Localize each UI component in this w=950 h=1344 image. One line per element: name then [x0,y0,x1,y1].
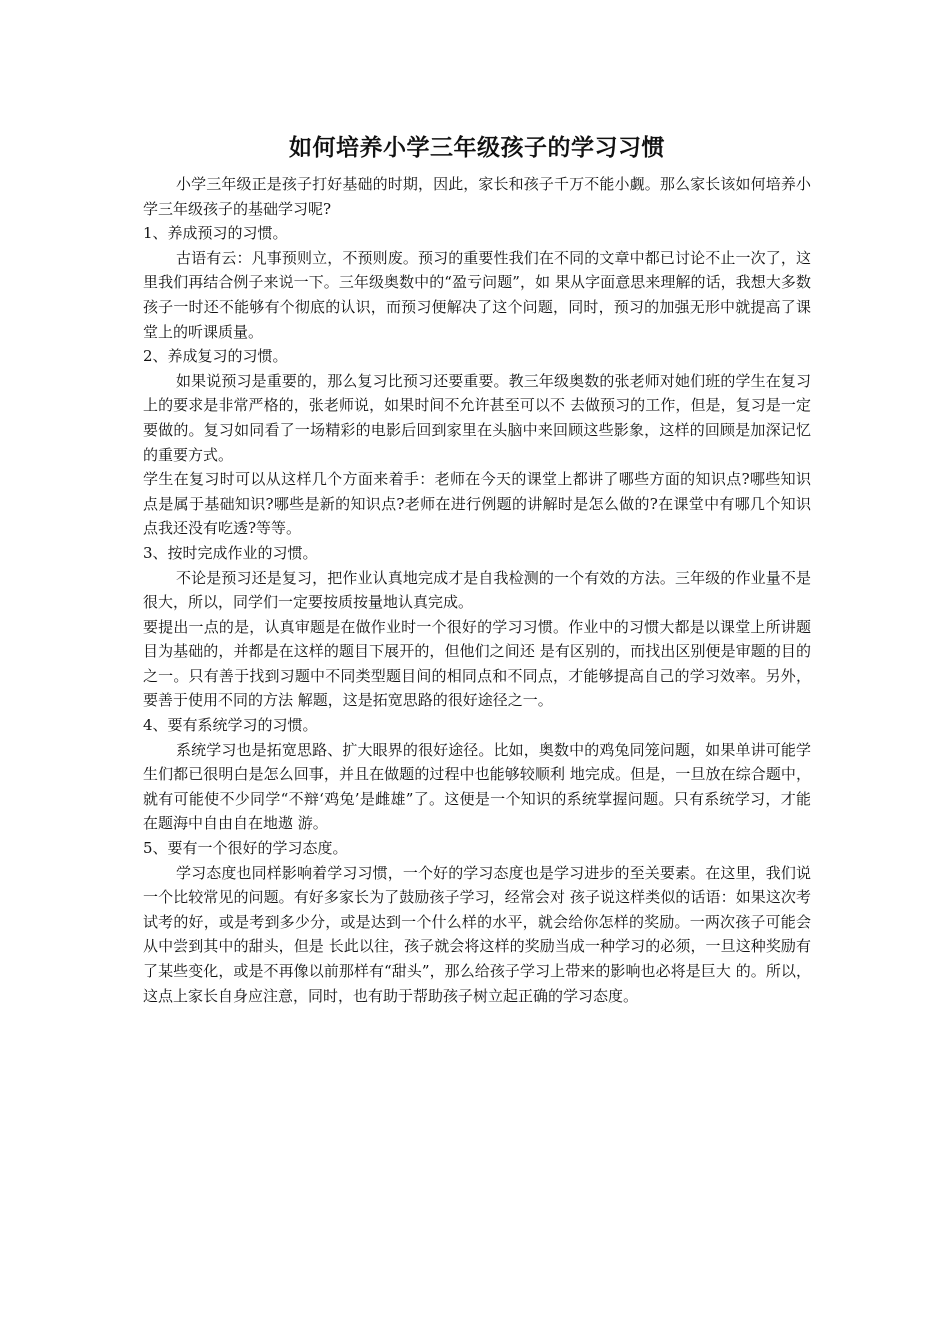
paragraph-systematic: 系统学习也是拓宽思路、扩大眼界的很好途径。比如，奥数中的鸡兔同笼问题，如果单讲可能学生们都已很明白是怎么回事，并且在做题的过程中也能够较顺利 地完成。但是，一旦放在综合题中，就有可能使不少同学“不辩‘鸡兔’是雌雄”了。这便是一个知识的系统掌握问题。只有系统学习，才能在题海中自由自在地遨 游。 [143,740,811,833]
document-title: 如何培养小学三年级孩子的学习习惯 [289,135,665,161]
paragraph-reading-questions: 要提出一点的是，认真审题是在做作业时一个很好的学习习惯。作业中的习惯大都是以课堂上所讲题目为基础的，并都是在这样的题目下展开的，但他们之间还 是有区别的，而找出区别便是审题的目的之一。只有善于找到习题中不同类型题目间的相同点和不同点，才能够提高自己的学习效率。另外，要善于使用不同的方法 解题，这是拓宽思路的很好途径之一。 [143,617,811,710]
section-heading-5: 5、要有一个很好的学习态度。 [143,839,348,858]
paragraph-homework: 不论是预习还是复习，把作业认真地完成才是自我检测的一个有效的方法。三年级的作业量不是很大，所以，同学们一定要按质按量地认真完成。 [143,568,811,612]
section-heading-1: 1、养成预习的习惯。 [143,224,288,243]
paragraph-review: 如果说预习是重要的，那么复习比预习还要重要。教三年级奥数的张老师对她们班的学生在复习上的要求是非常严格的，张老师说，如果时间不允许甚至可以不 去做预习的工作，但是，复习是一定要做的。复习如同看了一场精彩的电影后回到家里在头脑中来回顾这些影象，这样的回顾是加深记忆的重要方式。 [143,371,811,464]
document-body [143,172,811,1008]
section-heading-3: 3、按时完成作业的习惯。 [143,543,318,562]
paragraph-review-methods: 学生在复习时可以从这样几个方面来着手：老师在今天的课堂上都讲了哪些方面的知识点?哪些知识点是属于基础知识?哪些是新的知识点?老师在进行例题的讲解时是怎么做的?在课堂中有哪几个知识点我还没有吃透?等等。 [143,470,811,538]
paragraph-attitude: 学习态度也同样影响着学习习惯，一个好的学习态度也是学习进步的至关要素。在这里，我们说一个比较常见的问题。有好多家长为了鼓励孩子学习，经常会对 孩子说这样类似的话语：如果这次考试考的好，或是考到多少分，或是达到一个什么样的水平，就会给你怎样的奖励。一两次孩子可能会从中尝到其中的甜头，但是 长此以往，孩子就会将这样的奖励当成一种学习的必须，一旦这种奖励有了某些变化，或是不再像以前那样有“甜头”，那么给孩子学习上带来的影响也必将是巨大 的。所以，这点上家长自身应注意，同时，也有助于帮助孩子树立起正确的学习态度。 [143,863,811,1005]
section-heading-4: 4、要有系统学习的习惯。 [143,716,318,735]
section-heading-2: 2、养成复习的习惯。 [143,347,288,366]
document-page [143,128,811,1008]
paragraph-preview: 古语有云：凡事预则立，不预则废。预习的重要性我们在不同的文章中都已讨论不止一次了，这里我们再结合例子来说一下。三年级奥数中的“盈亏问题”，如 果从字面意思来理解的话，我想大多数孩子一时还不能够有个彻底的认识，而预习便解决了这个问题，同时，预习的加强无形中就提高了课堂上的听课质量。 [143,248,811,341]
paragraph-intro: 小学三年级正是孩子打好基础的时期，因此，家长和孩子千万不能小觑。那么家长该如何培养小学三年级孩子的基础学习呢? [143,175,811,218]
